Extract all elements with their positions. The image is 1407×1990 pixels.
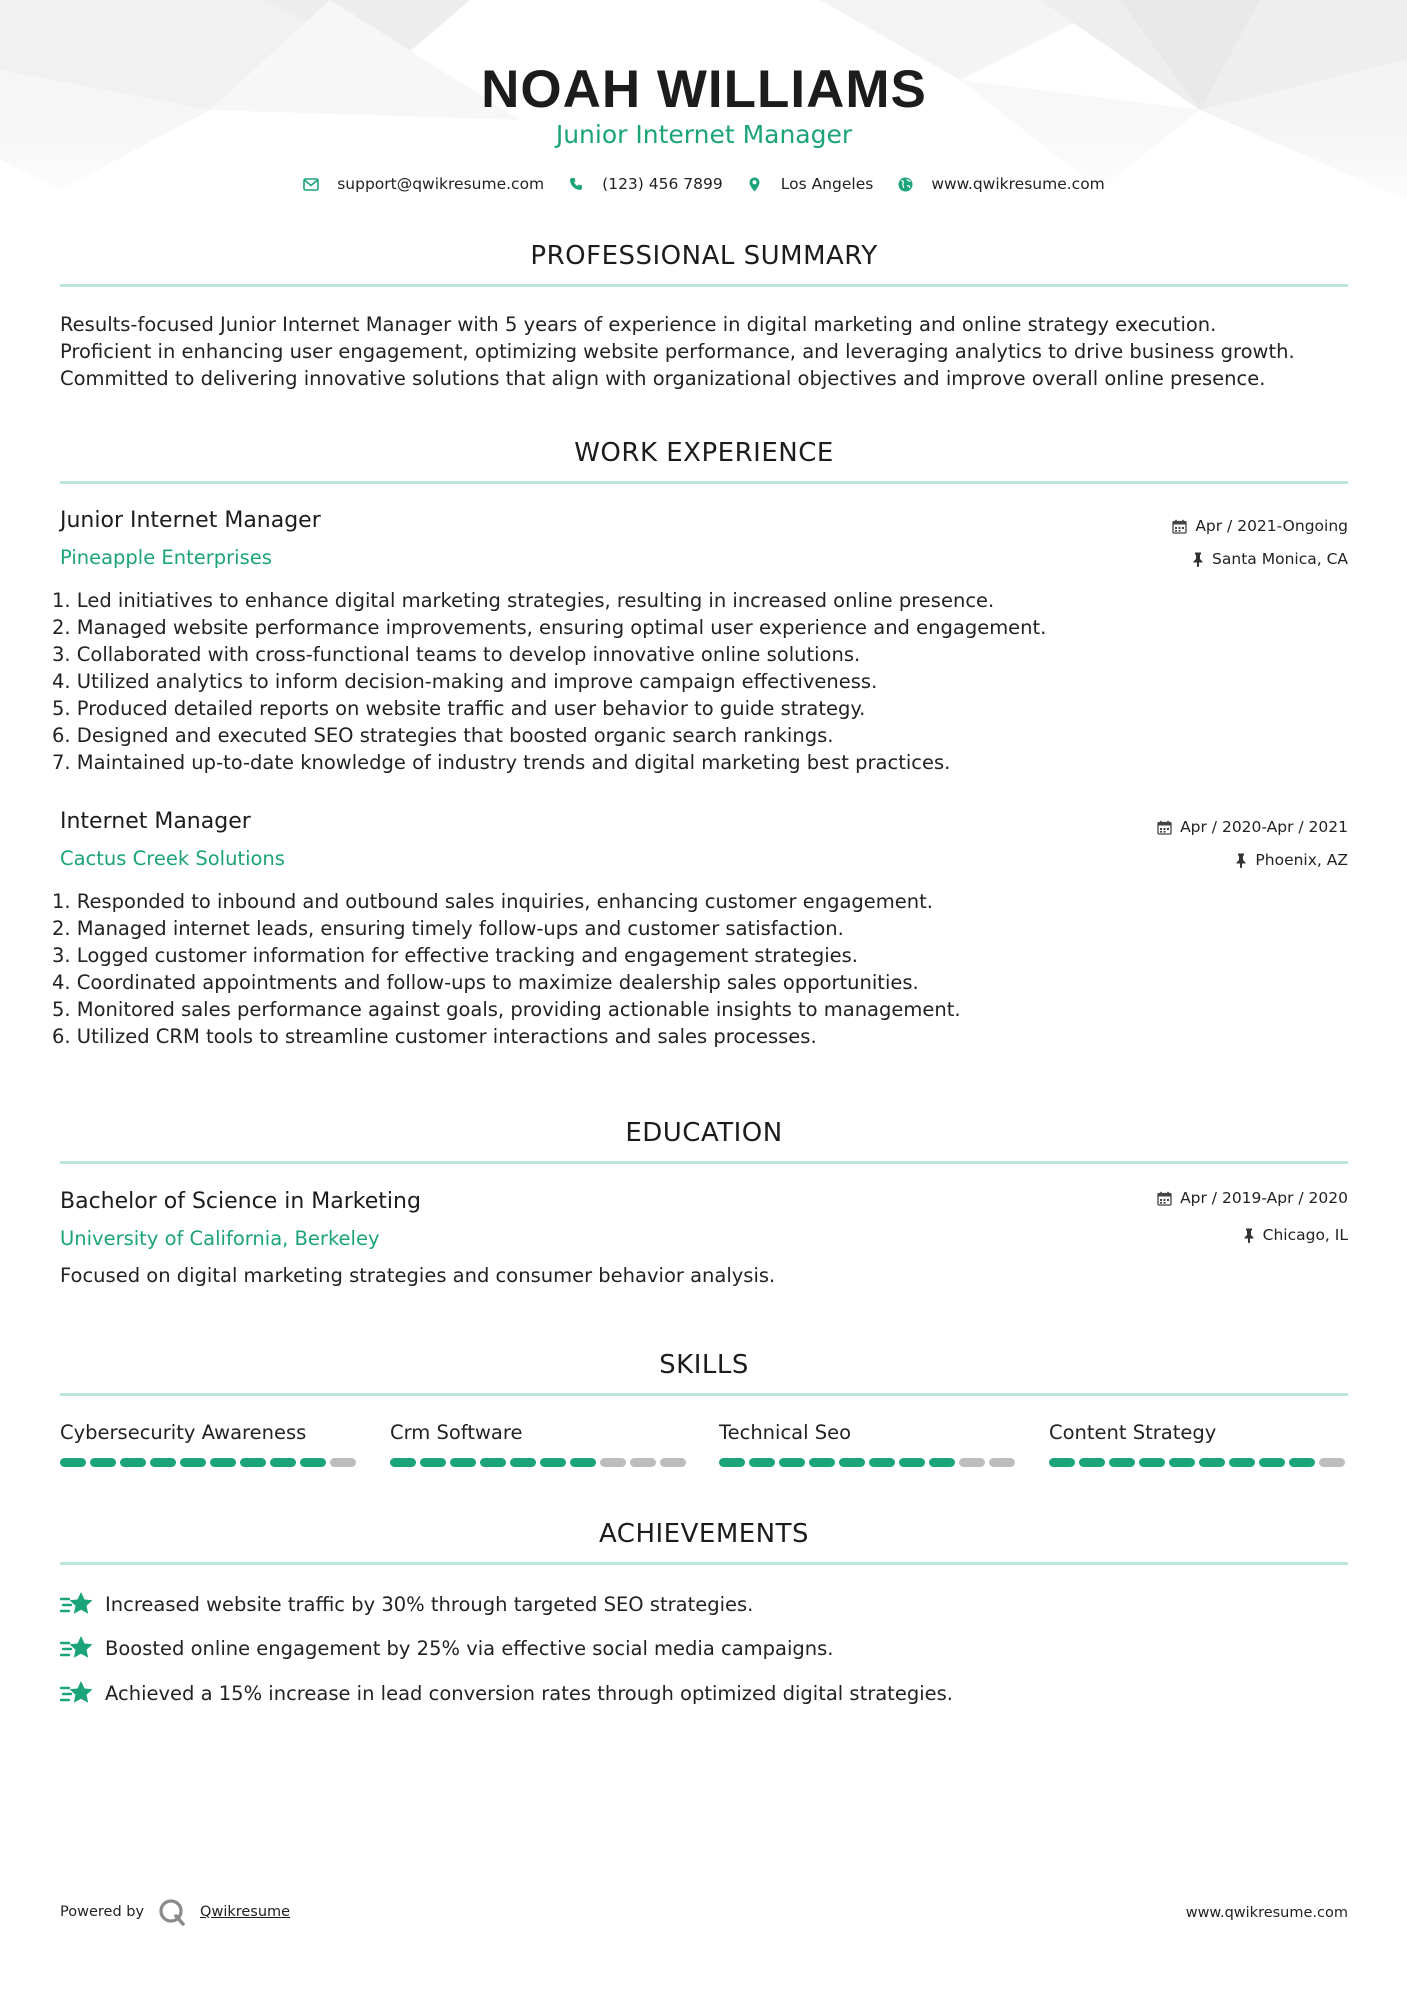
job-dates (1172, 516, 1348, 536)
list-item: 4. Coordinated appointments and follow-ups to maximize dealership sales opportunities. (52, 971, 919, 994)
qwikresume-logo-icon (158, 1898, 186, 1926)
school-name: University of California, Berkeley (60, 1227, 380, 1250)
skill-segment-empty (989, 1458, 1015, 1467)
contact-website[interactable] (897, 175, 1104, 193)
skill-segment-filled (899, 1458, 925, 1467)
education-dates-text: Apr / 2019-Apr / 2020 (1180, 1189, 1348, 1207)
skill-segment-filled (240, 1458, 266, 1467)
list-item: 2. Managed website performance improvements, ensuring optimal user experience and engagement. (52, 616, 1047, 639)
contact-location (747, 175, 874, 193)
qwikresume-link[interactable]: Qwikresume (200, 1904, 291, 1920)
skill-level-bar (1049, 1458, 1349, 1467)
job-title: Internet Manager (60, 809, 251, 834)
skill-level-bar (60, 1458, 360, 1467)
job-responsibilities (52, 587, 1046, 776)
skill-segment-filled (510, 1458, 536, 1467)
contact-email-text: support@qwikresume.com (337, 175, 545, 193)
envelope-icon (303, 176, 319, 192)
education-description: Focused on digital marketing strategies and consumer behavior analysis. (60, 1264, 776, 1287)
contact-location-text: Los Angeles (780, 175, 874, 193)
section-heading-education: EDUCATION (625, 1118, 783, 1148)
contact-website-text: www.qwikresume.com (931, 175, 1105, 193)
skill-segment-filled (1109, 1458, 1135, 1467)
summary-line: Proficient in enhancing user engagement, optimizing website performance, and leveraging analytics to drive business growth. (60, 340, 1295, 363)
skill-segment-filled (270, 1458, 296, 1467)
contact-phone[interactable] (568, 175, 723, 193)
skill-segment-filled (150, 1458, 176, 1467)
skill-segment-filled (929, 1458, 955, 1467)
summary-line: Committed to delivering innovative solutions that align with organizational objectives and improve overall online presence. (60, 367, 1266, 390)
achievement-text: Achieved a 15% increase in lead conversion rates through optimized digital strategies. (105, 1681, 953, 1705)
list-item: 7. Maintained up-to-date knowledge of industry trends and digital marketing best practices. (52, 751, 951, 774)
skill-segment-filled (480, 1458, 506, 1467)
job-dates-text: Apr / 2021-Ongoing (1195, 517, 1348, 535)
skill-segment-filled (60, 1458, 86, 1467)
job-location-text: Phoenix, AZ (1255, 851, 1348, 869)
calendar-icon (1157, 1191, 1172, 1206)
achievement-text: Boosted online engagement by 25% via effective social media campaigns. (105, 1636, 834, 1660)
candidate-title: Junior Internet Manager (555, 120, 853, 149)
skill-name: Cybersecurity Awareness (60, 1421, 307, 1444)
skill-segment-filled (1139, 1458, 1165, 1467)
list-item: 5. Monitored sales performance against goals, providing actionable insights to management. (52, 998, 961, 1021)
skill-item (60, 1420, 360, 1467)
achievement-item (60, 1590, 753, 1618)
skill-segment-filled (1229, 1458, 1255, 1467)
globe-icon (897, 176, 913, 192)
phone-icon (568, 176, 584, 192)
skill-segment-filled (300, 1458, 326, 1467)
company-name: Cactus Creek Solutions (60, 847, 285, 870)
skill-segment-filled (779, 1458, 805, 1467)
section-divider (60, 1393, 1348, 1396)
shooting-star-icon (60, 1590, 94, 1618)
skill-item (719, 1420, 1019, 1467)
skill-segment-empty (959, 1458, 985, 1467)
skill-segment-filled (749, 1458, 775, 1467)
skill-segment-filled (210, 1458, 236, 1467)
candidate-name: NOAH WILLIAMS (481, 60, 927, 119)
skill-segment-filled (180, 1458, 206, 1467)
skill-segment-filled (420, 1458, 446, 1467)
calendar-icon (1157, 820, 1172, 835)
contact-bar (60, 171, 1348, 197)
list-item: 2. Managed internet leads, ensuring timely follow-ups and customer satisfaction. (52, 917, 844, 940)
skill-name: Crm Software (390, 1421, 523, 1444)
achievement-text: Increased website traffic by 30% through targeted SEO strategies. (105, 1592, 754, 1616)
skill-segment-filled (1169, 1458, 1195, 1467)
list-item: 6. Utilized CRM tools to streamline customer interactions and sales processes. (52, 1025, 817, 1048)
skill-segment-empty (330, 1458, 356, 1467)
section-heading-skills: SKILLS (659, 1350, 749, 1380)
pin-icon (1235, 853, 1247, 868)
skill-segment-filled (1079, 1458, 1105, 1467)
education-dates (1157, 1188, 1348, 1208)
skill-segment-filled (809, 1458, 835, 1467)
section-divider (60, 1562, 1348, 1565)
list-item: 4. Utilized analytics to inform decision-making and improve campaign effectiveness. (52, 670, 878, 693)
contact-phone-text: (123) 456 7899 (602, 175, 723, 193)
skill-item (1049, 1420, 1349, 1467)
section-divider (60, 481, 1348, 484)
contact-email[interactable] (303, 175, 544, 193)
job-location (1235, 850, 1348, 870)
achievement-item (60, 1634, 834, 1662)
list-item: 1. Responded to inbound and outbound sales inquiries, enhancing customer engagement. (52, 890, 934, 913)
skill-segment-empty (1319, 1458, 1345, 1467)
footer-powered-by (60, 1898, 290, 1926)
summary-line: Results-focused Junior Internet Manager with 5 years of experience in digital marketing and online strategy execution. (60, 313, 1217, 336)
list-item: 3. Collaborated with cross-functional teams to develop innovative online solutions. (52, 643, 861, 666)
skill-level-bar (390, 1458, 690, 1467)
section-heading-experience: WORK EXPERIENCE (574, 438, 834, 468)
shooting-star-icon (60, 1634, 94, 1662)
skill-segment-filled (540, 1458, 566, 1467)
skill-level-bar (719, 1458, 1019, 1467)
job-dates-text: Apr / 2020-Apr / 2021 (1180, 818, 1348, 836)
pin-icon (1192, 552, 1204, 567)
powered-by-label: Powered by (60, 1904, 145, 1920)
section-heading-summary: PROFESSIONAL SUMMARY (530, 241, 878, 271)
company-name: Pineapple Enterprises (60, 546, 272, 569)
section-heading-achievements: ACHIEVEMENTS (598, 1519, 810, 1549)
pin-icon (1243, 1228, 1255, 1243)
skill-segment-filled (869, 1458, 895, 1467)
footer-website-link[interactable]: www.qwikresume.com (1185, 1905, 1348, 1921)
job-dates (1157, 817, 1348, 837)
calendar-icon (1172, 519, 1187, 534)
section-divider (60, 284, 1348, 287)
job-location-text: Santa Monica, CA (1212, 550, 1348, 568)
skill-segment-filled (1259, 1458, 1285, 1467)
education-location (1243, 1225, 1348, 1245)
skill-segment-empty (600, 1458, 626, 1467)
list-item: 5. Produced detailed reports on website traffic and user behavior to guide strategy. (52, 697, 866, 720)
job-location (1192, 549, 1348, 569)
skill-segment-filled (1289, 1458, 1315, 1467)
achievement-item (60, 1679, 953, 1707)
skill-segment-filled (120, 1458, 146, 1467)
job-responsibilities (52, 888, 961, 1050)
skill-segment-filled (450, 1458, 476, 1467)
skill-segment-empty (630, 1458, 656, 1467)
education-location-text: Chicago, IL (1262, 1226, 1348, 1244)
degree-title: Bachelor of Science in Marketing (60, 1189, 421, 1214)
skill-item (390, 1420, 690, 1467)
skill-segment-filled (1199, 1458, 1225, 1467)
skill-segment-filled (570, 1458, 596, 1467)
map-marker-icon (747, 176, 763, 192)
shooting-star-icon (60, 1679, 94, 1707)
summary-text (60, 311, 1348, 392)
section-divider (60, 1161, 1348, 1164)
list-item: 3. Logged customer information for effective tracking and engagement strategies. (52, 944, 858, 967)
skill-segment-filled (839, 1458, 865, 1467)
skill-name: Technical Seo (719, 1421, 852, 1444)
list-item: 6. Designed and executed SEO strategies that boosted organic search rankings. (52, 724, 834, 747)
skill-segment-empty (660, 1458, 686, 1467)
list-item: 1. Led initiatives to enhance digital marketing strategies, resulting in increased online presence. (52, 589, 995, 612)
skill-name: Content Strategy (1049, 1421, 1217, 1444)
skill-segment-filled (719, 1458, 745, 1467)
skill-segment-filled (390, 1458, 416, 1467)
job-title: Junior Internet Manager (60, 508, 321, 533)
skill-segment-filled (1049, 1458, 1075, 1467)
skill-segment-filled (90, 1458, 116, 1467)
